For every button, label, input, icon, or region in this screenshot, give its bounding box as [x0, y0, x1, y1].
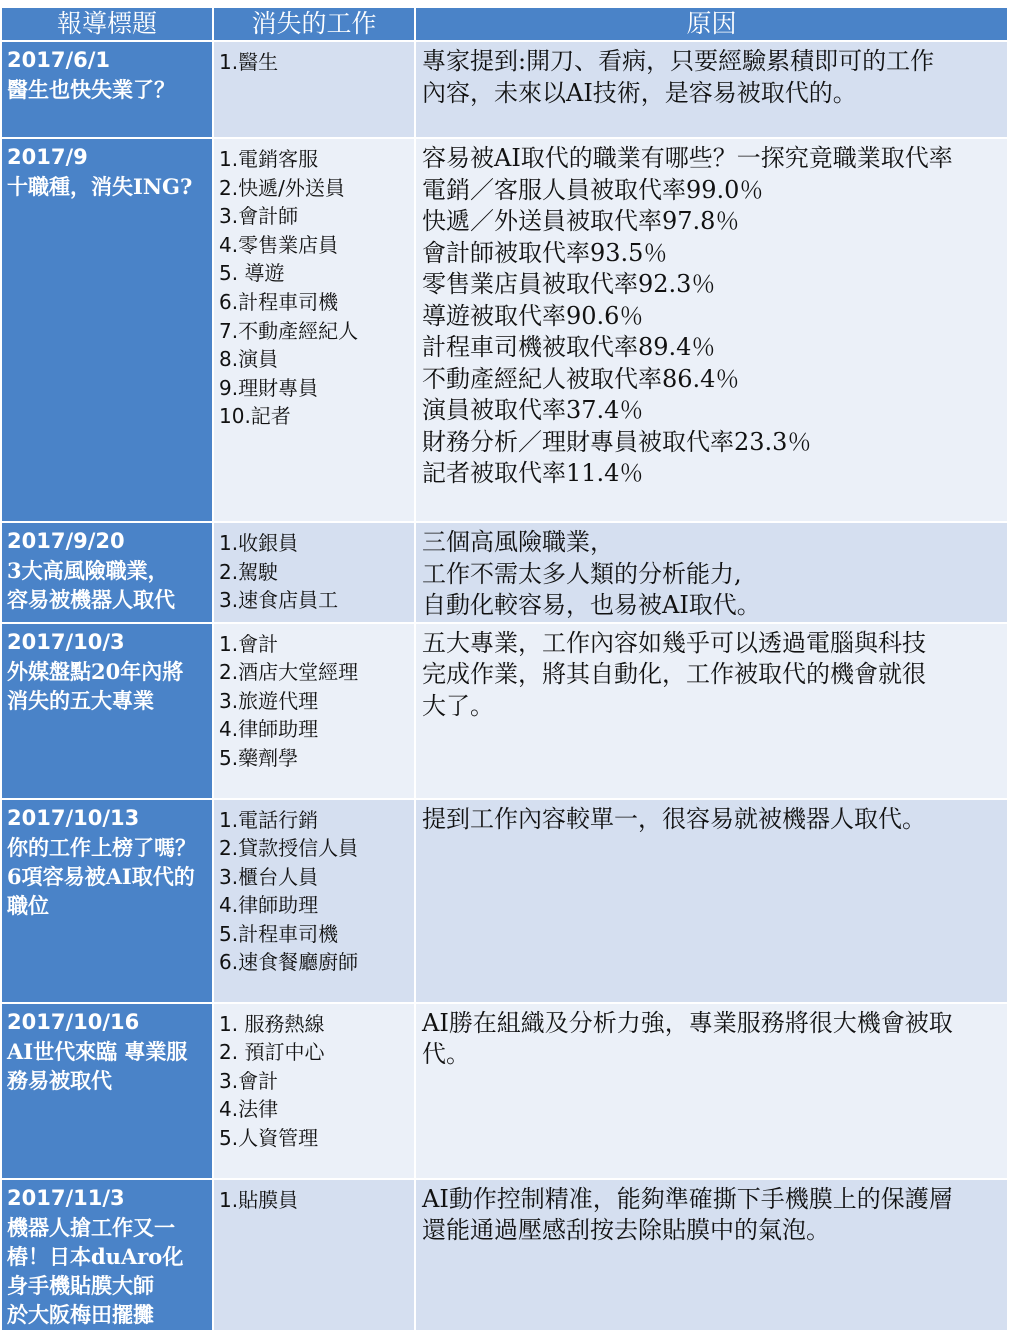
jobs-cell [214, 1004, 416, 1180]
job-item: 2. 預訂中心 [219, 1040, 325, 1065]
job-item: 5.計程車司機 [219, 921, 339, 946]
table-row [2, 624, 1007, 800]
reason-cell [416, 523, 1007, 624]
report-date: 2017/9/20 [7, 529, 125, 553]
report-cell [2, 1004, 214, 1180]
replacement-rate-item: 零售業店員被取代率92.3％ [422, 270, 716, 298]
job-item: 3.旅遊代理 [219, 688, 319, 713]
job-item: 1.醫生 [219, 50, 279, 74]
jobs-list [219, 1186, 414, 1215]
header-row [2, 8, 1007, 42]
reason-cell [416, 1004, 1007, 1180]
reason-text: 三個高風險職業， 工作不需太多人類的分析能力, 自動化較容易，也易被AI取代。 [422, 528, 761, 619]
replacement-rate-item: 記者被取代率11.4％ [422, 459, 644, 487]
reason-text: 五大專業，工作內容如幾乎可以透過電腦與科技 完成作業，將其自動化，工作被取代的機會就很 大了。 [422, 628, 926, 720]
job-item: 2.快遞/外送員 [219, 175, 345, 200]
reason-text: 提到工作內容較單一，很容易就被機器人取代。 [422, 804, 926, 833]
job-item: 1.電話行銷 [219, 807, 319, 832]
jobs-cell [214, 139, 416, 523]
jobs-list [219, 145, 414, 431]
replacement-rate-item: 電銷／客服人員被取代率99.0％ [422, 175, 764, 204]
report-title: 十職種，消失ING? [7, 174, 193, 199]
report-title: 3大高風險職業， 容易被機器人取代 [7, 558, 175, 612]
jobs-cell [214, 624, 416, 800]
reason-cell [416, 42, 1007, 139]
replacement-rate-item: 會計師被取代率93.5％ [422, 238, 668, 267]
job-item: 1.電銷客服 [219, 147, 319, 171]
reason-cell [416, 800, 1007, 1004]
table-row [2, 42, 1007, 139]
reason-cell [416, 139, 1007, 523]
job-item: 3.速食店員工 [219, 588, 339, 613]
header-report-title: 報導標題 [2, 8, 214, 42]
reason-text: AI動作控制精准，能夠準確撕下手機膜上的保護層 還能通過壓感刮按去除貼膜中的氣泡。 [422, 1184, 953, 1244]
report-date: 2017/11/3 [7, 1185, 125, 1210]
table-row [2, 800, 1007, 1004]
replacement-rate-item: 演員被取代率37.4％ [422, 396, 644, 424]
job-item: 4.律師助理 [219, 893, 319, 918]
report-date: 2017/9 [7, 145, 88, 169]
replacement-rate-item: 計程車司機被取代率89.4％ [422, 333, 716, 361]
job-item: 5.人資管理 [219, 1125, 319, 1150]
report-date: 2017/10/16 [7, 1009, 140, 1034]
job-item: 7.不動產經紀人 [219, 318, 359, 343]
job-replacement-table [2, 8, 1007, 1330]
job-item: 1.收銀員 [219, 531, 299, 555]
job-item: 5. 導遊 [219, 261, 285, 286]
report-title: 你的工作上榜了嗎？ 6項容易被AI取代的 職位 [7, 834, 196, 918]
report-cell [2, 800, 214, 1004]
jobs-list [219, 529, 414, 615]
report-date: 2017/10/13 [7, 805, 140, 830]
reason-text: AI勝在組織及分析力強，專業服務將很大機會被取 代。 [422, 1008, 953, 1068]
jobs-list [219, 48, 414, 77]
report-title: 外媒盤點20年內將 消失的五大專業 [7, 658, 184, 713]
reason-text: 專家提到:開刀、看病，只要經驗累積即可的工作 內容，未來以AI技術，是容易被取代的。 [422, 47, 935, 107]
jobs-list [219, 806, 414, 978]
job-item: 2.酒店大堂經理 [219, 660, 359, 685]
job-item: 3.櫃台人員 [219, 864, 319, 889]
jobs-cell [214, 800, 416, 1004]
reason-cell [416, 1180, 1007, 1330]
report-date: 2017/10/3 [7, 629, 125, 654]
reason-cell [416, 624, 1007, 800]
table-row [2, 139, 1007, 523]
report-date: 2017/6/1 [7, 48, 111, 72]
replacement-rate-item: 不動產經紀人被取代率86.4％ [422, 364, 740, 393]
job-item: 5.藥劑學 [219, 745, 299, 770]
jobs-cell [214, 42, 416, 139]
job-item: 3.會計 [219, 1068, 279, 1093]
job-item: 1.貼膜員 [219, 1187, 299, 1212]
report-cell [2, 139, 214, 523]
job-item: 4.零售業店員 [219, 232, 339, 257]
table-row [2, 1004, 1007, 1180]
job-item: 8.演員 [219, 347, 279, 372]
job-item: 2.貸款授信人員 [219, 836, 359, 861]
job-item: 4.律師助理 [219, 717, 319, 742]
report-cell [2, 624, 214, 800]
reason-text: 容易被AI取代的職業有哪些？一探究竟職業取代率 [422, 144, 953, 172]
report-cell [2, 1180, 214, 1330]
report-title: AI世代來臨 專業服 務易被取代 [7, 1038, 188, 1093]
jobs-list [219, 1010, 414, 1153]
job-item: 10.記者 [219, 404, 291, 429]
table-row [2, 523, 1007, 624]
report-title: 醫生也快失業了？ [7, 77, 175, 102]
replacement-rate-item: 導遊被取代率90.6％ [422, 301, 644, 330]
replacement-rate-list [422, 175, 1003, 490]
jobs-cell [214, 523, 416, 624]
job-item: 6.計程車司機 [219, 289, 339, 314]
report-title: 機器人搶工作又一 樁！日本duAro化 身手機貼膜大師 於大阪梅田擺攤 [7, 1214, 184, 1327]
job-item: 1.會計 [219, 631, 279, 656]
job-item: 9.理財專員 [219, 375, 319, 400]
replacement-rate-item: 快遞／外送員被取代率97.8％ [422, 207, 740, 235]
header-lost-jobs: 消失的工作 [214, 8, 416, 42]
report-cell [2, 42, 214, 139]
job-item: 4.法律 [219, 1097, 279, 1122]
job-item: 6.速食餐廳廚師 [219, 950, 359, 975]
table-row [2, 1180, 1007, 1330]
jobs-list [219, 630, 414, 773]
jobs-cell [214, 1180, 416, 1330]
replacement-rate-item: 財務分析／理財專員被取代率23.3％ [422, 427, 812, 456]
job-item: 3.會計師 [219, 204, 299, 229]
job-item: 1. 服務熱線 [219, 1011, 325, 1036]
report-cell [2, 523, 214, 624]
job-item: 2.駕駛 [219, 559, 279, 584]
header-reason: 原因 [416, 8, 1007, 42]
